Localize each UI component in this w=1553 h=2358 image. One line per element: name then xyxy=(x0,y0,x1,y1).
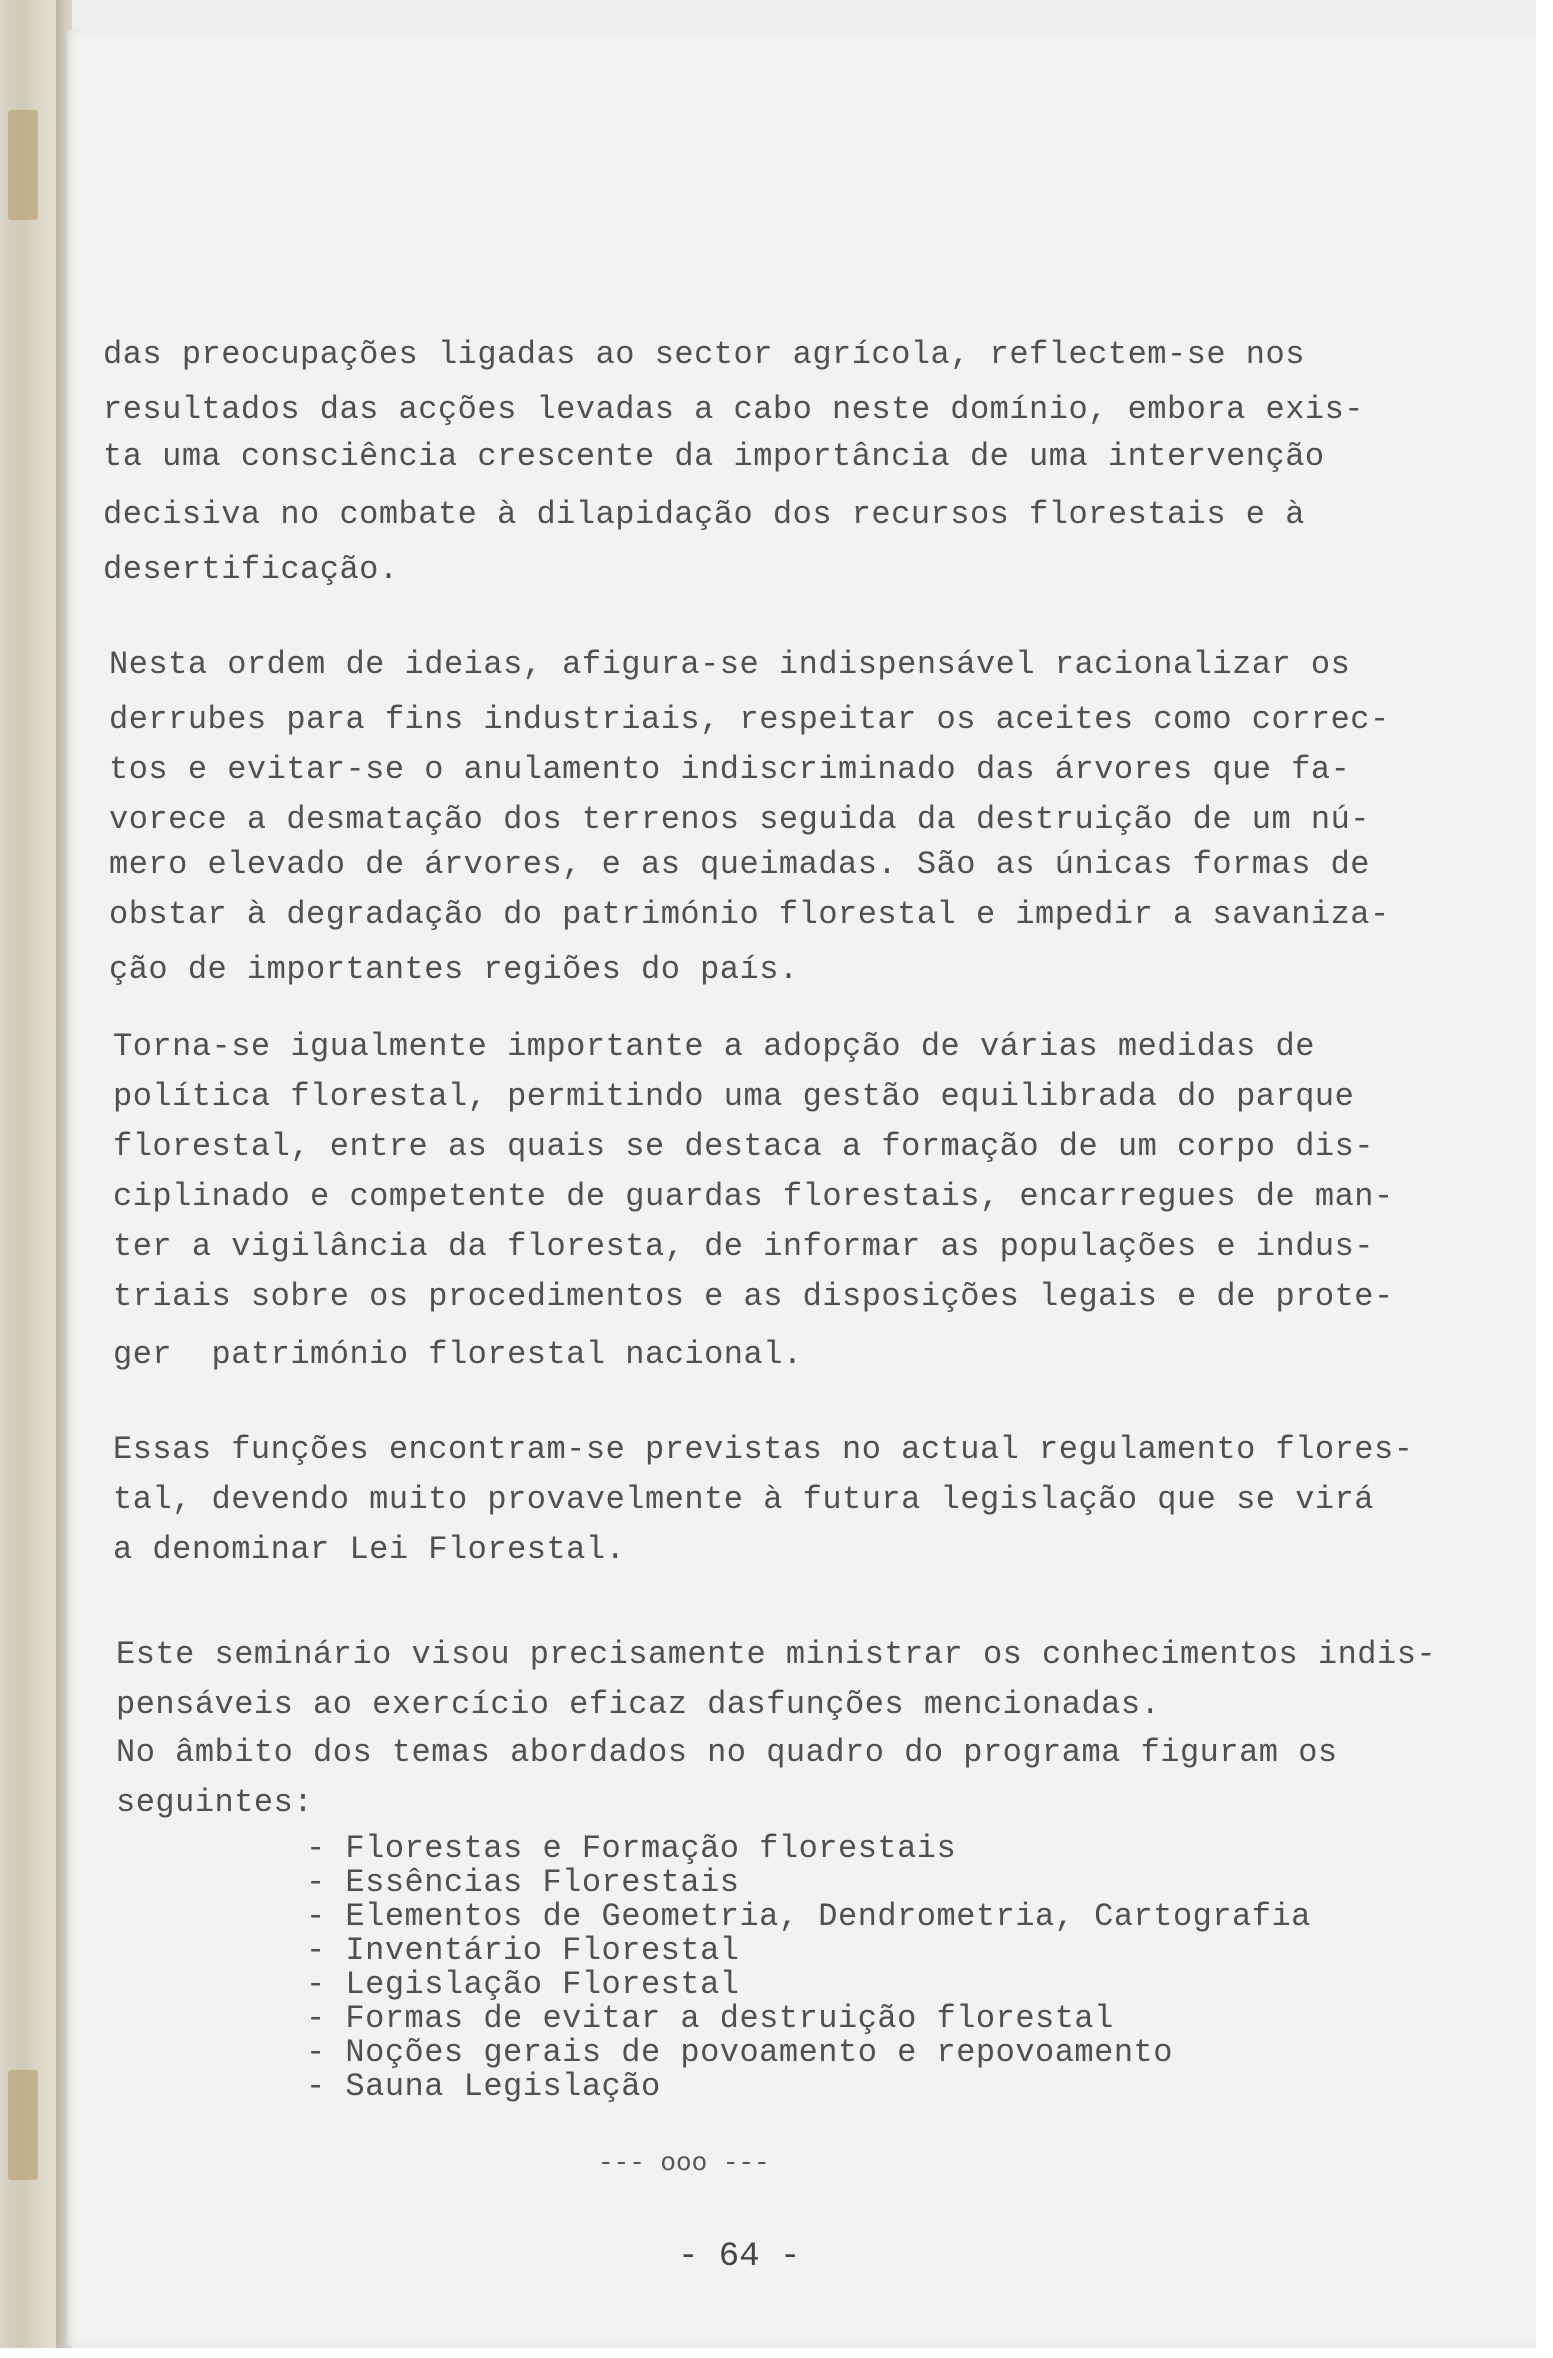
list-item: - Elementos de Geometria, Dendrometria, Cartografia xyxy=(306,1898,1311,1935)
paragraph-3-line-3: florestal, entre as quais se destaca a formação de um corpo dis- xyxy=(113,1128,1374,1165)
paragraph-5-line-1: Este seminário visou precisamente ministrar os conhecimentos indis- xyxy=(116,1636,1437,1673)
paragraph-3-line-2: política florestal, permitindo uma gestão equilibrada do parque xyxy=(113,1078,1355,1115)
paragraph-3-line-6: triais sobre os procedimentos e as disposições legais e de prote- xyxy=(113,1278,1394,1315)
list-item: - Formas de evitar a destruição florestal xyxy=(306,2000,1114,2037)
paragraph-1-line-5: desertificação. xyxy=(103,551,399,588)
paragraph-4-line-3: a denominar Lei Florestal. xyxy=(113,1531,626,1568)
list-item: - Florestas e Formação florestais xyxy=(306,1830,957,1867)
list-item: - Sauna Legislação xyxy=(306,2068,661,2105)
staple-mark-bottom xyxy=(8,2070,38,2180)
staple-mark-top xyxy=(8,110,38,220)
list-item: - Noções gerais de povoamento e repovoamento xyxy=(306,2034,1173,2071)
page-number: - 64 - xyxy=(678,2238,801,2276)
paragraph-2-line-2: derrubes para fins industriais, respeitar os aceites como correc- xyxy=(109,701,1390,738)
paragraph-5-line-4: seguintes: xyxy=(116,1784,314,1821)
paragraph-2-line-3: tos e evitar-se o anulamento indiscriminado das árvores que fa- xyxy=(109,751,1351,788)
bottom-margin xyxy=(0,2348,1553,2358)
paragraph-5-line-3: No âmbito dos temas abordados no quadro do programa figuram os xyxy=(116,1734,1338,1771)
paragraph-1-line-2: resultados das acções levadas a cabo neste domínio, embora exis- xyxy=(103,391,1364,428)
right-margin xyxy=(1536,0,1553,2358)
paragraph-3-line-5: ter a vigilância da floresta, de informar as populações e indus- xyxy=(113,1228,1374,1265)
paragraph-1-line-4: decisiva no combate à dilapidação dos recursos florestais e à xyxy=(103,496,1305,533)
paragraph-2-line-7: ção de importantes regiões do país. xyxy=(109,951,799,988)
section-ornament: --- ooo --- xyxy=(598,2148,770,2178)
list-item: - Inventário Florestal xyxy=(306,1932,740,1969)
paragraph-2-line-4: vorece a desmatação dos terrenos seguida da destruição de um nú- xyxy=(109,801,1370,838)
paragraph-2-line-1: Nesta ordem de ideias, afigura-se indispensável racionalizar os xyxy=(109,646,1351,683)
list-item: - Legislação Florestal xyxy=(306,1966,740,2003)
paragraph-2-line-5: mero elevado de árvores, e as queimadas. São as únicas formas de xyxy=(109,846,1370,883)
paragraph-3-line-1: Torna-se igualmente importante a adopção de várias medidas de xyxy=(113,1028,1315,1065)
paragraph-1-line-1: das preocupações ligadas ao sector agrícola, reflectem-se nos xyxy=(103,336,1305,373)
paragraph-4-line-2: tal, devendo muito provavelmente à futura legislação que se virá xyxy=(113,1481,1374,1518)
paragraph-5-line-2: pensáveis ao exercício eficaz dasfunções mencionadas. xyxy=(116,1686,1161,1723)
binding-shadow xyxy=(56,0,70,2358)
paragraph-2-line-6: obstar à degradação do património florestal e impedir a savaniza- xyxy=(109,896,1390,933)
paragraph-1-line-3: ta uma consciência crescente da importância de uma intervenção xyxy=(103,438,1325,475)
paragraph-3-line-4: ciplinado e competente de guardas florestais, encarregues de man- xyxy=(113,1178,1394,1215)
paragraph-3-line-7: ger património florestal nacional. xyxy=(113,1336,803,1373)
list-item: - Essências Florestais xyxy=(306,1864,740,1901)
paragraph-4-line-1: Essas funções encontram-se previstas no actual regulamento flores- xyxy=(113,1431,1414,1468)
